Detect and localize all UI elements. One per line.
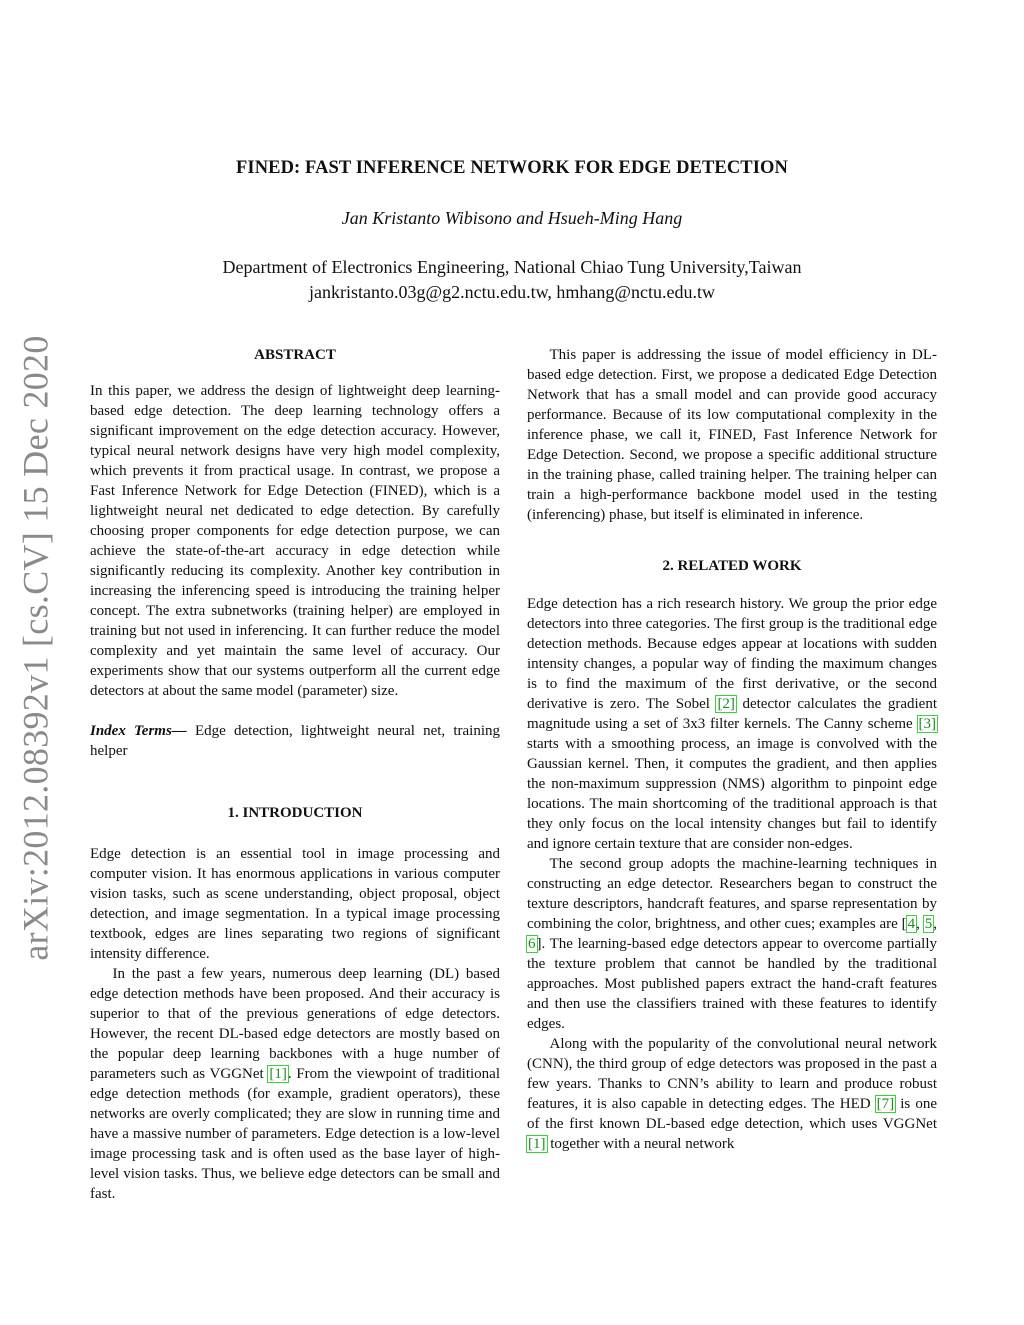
- index-terms-text: Edge detection, lightweight neural net, training helper: [90, 723, 500, 759]
- left-column: [90, 345, 500, 1204]
- related-work-heading: 2. RELATED WORK: [662, 558, 802, 574]
- affiliation-block: [0, 255, 1024, 305]
- index-terms-label: Index Terms—: [90, 723, 187, 739]
- intro-paragraph-2: [90, 964, 500, 1204]
- abstract-text: In this paper, we address the design of lightweight deep learning-based edge detection. The deep learning technology offers a significant improvement on the edge detection accuracy. However, typical neural network designs have very high model complexity, which prevents it from practical usage. In contrast, we propose a Fast Inference Network for Edge Detection (FINED), which is a lightweight neural net dedicated to edge detection. By carefully choosing proper components for edge detection purpose, we can achieve the state-of-the-art accuracy in edge detection while significantly reducing its complexity. Another key contribution in increasing the inferencing speed is introducing the training helper concept. The extra subnetworks (training helper) are employed in training but not used in inferencing. It can further reduce the model complexity and yet maintain the same level of accuracy. Our experiments show that our systems outperform all the current edge detectors at about the same model (parameter) size.: [90, 383, 500, 699]
- intro-paragraph-3: This paper is addressing the issue of model efficiency in DL-based edge detection. First, we propose a dedicated Edge Detection Network that has a small model and can provide good accuracy performance. Because of its low computational complexity in the inference phase, we call it, FINED, Fast Inference Network for Edge Detection. Second, we propose a specific additional structure in the training phase, called training helper. The training helper can train a high-performance backbone model used in the testing (inferencing) phase, but itself is eliminated in inference.: [527, 347, 937, 523]
- arxiv-stamp: [10, 335, 62, 961]
- citation-link[interactable]: 6: [528, 936, 536, 952]
- paper-authors: Jan Kristanto Wibisono and Hsueh-Ming Hang: [341, 208, 683, 228]
- citation-link[interactable]: [7]: [876, 1096, 895, 1112]
- related-p2-text-a: The second group adopts the machine-learning techniques in constructing an edge detector. Researchers began to construct the texture descriptors, handcraft features, and sparse representation by combining the color, brightness, and other cues; examples are [: [527, 856, 937, 932]
- related-p1-text-a: Edge detection has a rich research history. We group the prior edge detectors into three categories. The first group is the traditional edge detection methods. Because edges appear at locations with sudden intensity changes, a popular way of finding the maximum changes is to find the maximum of the first derivative, or the second derivative is zero. The Sobel: [527, 596, 938, 712]
- citation-link[interactable]: [1]: [528, 1136, 546, 1152]
- related-paragraph-1: [527, 594, 937, 854]
- index-terms: [90, 721, 500, 761]
- intro-p2-text-b: . From the viewpoint of traditional edge detection methods (for example, gradient operators), these networks are overly complicated; they are slow in running time and have a massive number of parameters. Edge detection is a low-level image processing task and is often used as the base layer of high-level vision tasks. Thus, we believe edge detectors can be small and fast.: [90, 1066, 501, 1202]
- citation-link[interactable]: 4: [907, 916, 916, 932]
- related-p3-text-c: together with a neural network: [546, 1136, 735, 1152]
- citation-link[interactable]: [2]: [717, 696, 735, 712]
- emails: jankristanto.03g@g2.nctu.edu.tw, hmhang@nctu.edu.tw: [309, 282, 715, 302]
- related-p2-text-b: ]. The learning-based edge detectors appear to overcome partially the texture problem that cannot be handled by the traditional approaches. Most published papers extract the hand-craft features and then use the classifiers trained with these features to identify edges.: [527, 936, 937, 1032]
- related-p3-text-a: Along with the popularity of the convolutional neural network (CNN), the third group of edge detectors was proposed in the past a few years. Thanks to CNN’s ability to learn and produce robust features, it is also capable in detecting edges. The HED: [527, 1036, 937, 1112]
- citation-separator: ,: [933, 916, 937, 932]
- related-p1-text-b: detector calculates the gradient magnitude using a set of 3x3 filter kernels. The Canny scheme: [527, 696, 937, 732]
- introduction-heading: 1. INTRODUCTION: [227, 805, 363, 821]
- citation-link[interactable]: [3]: [918, 716, 936, 732]
- intro-paragraph-1: Edge detection is an essential tool in image processing and computer vision. It has enormous applications in various computer vision tasks, such as scene understanding, object proposal, object detection, and image segmentation. In a typical image processing textbook, edges are lines separating two regions of significant intensity difference.: [90, 846, 500, 962]
- right-column: [527, 345, 937, 1154]
- related-p1-text-c: starts with a smoothing process, an image is convolved with the Gaussian kernel. Then, it computes the gradient, and then applies the non-maximum suppression (NMS) algorithm to pinpoint edge locations. The main shortcoming of the traditional approach is that they only focus on the local intensity changes but fail to identify and ignore certain texture that are consider non-edges.: [527, 736, 937, 852]
- affiliation: Department of Electronics Engineering, National Chiao Tung University,Taiwan: [222, 257, 802, 277]
- citation-link[interactable]: [1]: [269, 1066, 287, 1082]
- related-p3-text-b: is one of the first known DL-based edge detection, which uses VGGNet: [527, 1096, 937, 1132]
- paper-title: FINED: FAST INFERENCE NETWORK FOR EDGE DETECTION: [236, 158, 788, 178]
- citation-separator: ,: [916, 916, 924, 932]
- related-paragraph-2: [527, 854, 937, 1034]
- abstract-heading: ABSTRACT: [254, 347, 336, 363]
- citation-link[interactable]: 5: [924, 916, 933, 932]
- arxiv-stamp-text: arXiv:2012.08392v1 [cs.CV] 15 Dec 2020: [16, 335, 56, 961]
- intro-p2-text-a: In the past a few years, numerous deep learning (DL) based edge detection methods have been proposed. And their accuracy is superior to that of the previous generations of edge detectors. However, the recent DL-based edge detectors are mostly based on the popular deep learning backbones with a huge number of parameters such as VGGNet: [90, 966, 500, 1082]
- related-paragraph-3: [527, 1034, 937, 1154]
